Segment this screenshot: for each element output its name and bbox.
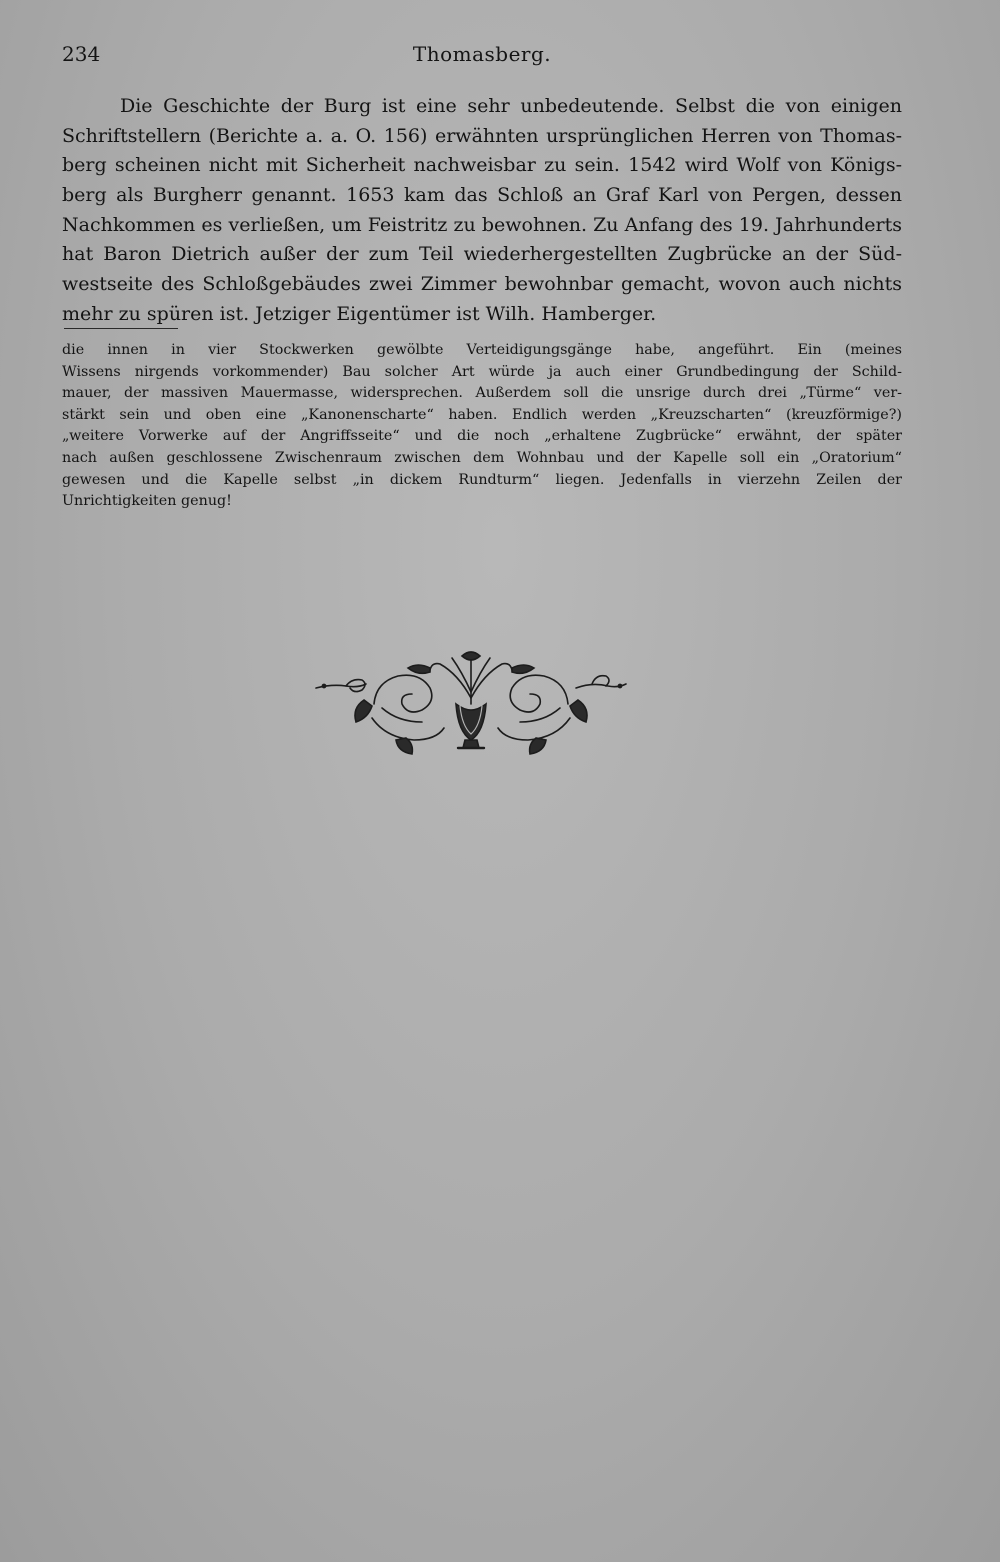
footnote-line: Unrichtigkeiten genug!	[62, 493, 232, 510]
body-line: berg scheinen nicht mit Sicherheit nachweisbar zu sein. 1542 wird Wolf von Königs-	[62, 154, 902, 177]
page-number: 234	[62, 42, 101, 66]
main-paragraph	[62, 92, 902, 330]
body-line: berg als Burgherr genannt. 1653 kam das Schloß an Graf Karl von Pergen, dessen	[62, 184, 902, 207]
page-header	[62, 42, 902, 72]
body-line: Nachkommen es verließen, um Feistritz zu bewohnen. Zu Anfang des 19. Jahrhunderts	[62, 213, 902, 236]
footnote-line: die innen in vier Stockwerken gewölbte Verteidigungsgänge habe, angeführt. Ein (meines	[62, 342, 902, 358]
body-line: Die Geschichte der Burg ist eine sehr unbedeutende. Selbst die von einigen	[120, 95, 902, 117]
footnote-line: Wissens nirgends vorkommender) Bau solcher Art würde ja auch einer Grundbedingung der Schild-	[62, 363, 902, 380]
footnote-separator-rule	[64, 328, 178, 329]
footnote-line: nach außen geschlossene Zwischenraum zwischen dem Wohnbau und der Kapelle soll ein „Oratorium“	[62, 449, 902, 466]
footnote	[62, 340, 902, 513]
body-line: mehr zu spüren ist. Jetziger Eigentümer ist Wilh. Hamberger.	[62, 302, 657, 325]
vase-scroll-ornament-icon	[312, 648, 630, 760]
footnote-line: mauer, der massiven Mauermasse, widersprechen. Außerdem soll die unsrige durch drei „Türme“ ver-	[62, 385, 902, 402]
body-line: Schriftstellern (Berichte a. a. O. 156) erwähnten ursprünglichen Herren von Thomas-	[62, 124, 902, 147]
footnote-line: stärkt sein und oben eine „Kanonenscharte“ haben. Endlich werden „Kreuzscharten“ (kreuzförmige?)	[62, 406, 902, 423]
footnote-line: „weitere Vorwerke auf der Angriffsseite“ und die noch „erhaltene Zugbrücke“ erwähnt, der später	[62, 428, 902, 445]
footnote-line: gewesen und die Kapelle selbst „in dickem Rundturm“ liegen. Jedenfalls in vierzehn Zeilen der	[62, 471, 902, 488]
body-line: westseite des Schloßgebäudes zwei Zimmer bewohnbar gemacht, wovon auch nichts	[62, 273, 902, 296]
body-line: hat Baron Dietrich außer der zum Teil wiederhergestellten Zugbrücke an der Süd-	[62, 243, 902, 266]
running-title: Thomasberg.	[412, 42, 552, 66]
